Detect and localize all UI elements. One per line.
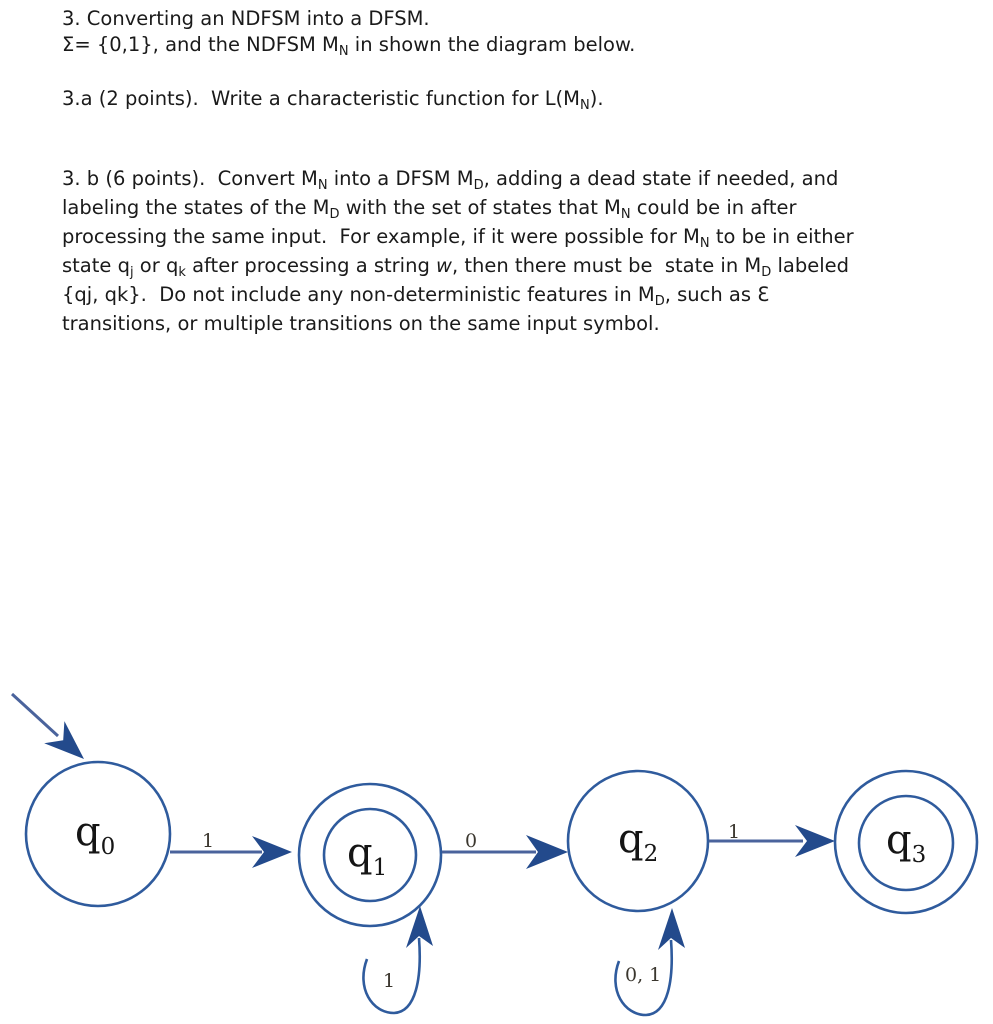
text-line: {qj, qk}. Do not include any non-deterministic features in $M_D$, such as Ɛ [62, 283, 770, 309]
text-line: labeling the states of the $M_D$ with the set of states that $M_N$ could be in after [62, 196, 797, 222]
start-arrow [12, 694, 84, 759]
transition-label-q2-q3: 1 [728, 821, 741, 843]
transition-label-q1-q2: 0 [465, 830, 478, 852]
transition-q2-q3 [709, 821, 835, 857]
self-loop-label-q1: 1 [383, 970, 396, 992]
start-arrowhead-icon [44, 721, 84, 759]
text-line: transitions, or multiple transitions on the same input symbol. [62, 312, 660, 335]
state-label-q1: $q_1$ [347, 830, 388, 881]
transition-q1-q2 [442, 830, 568, 869]
state-label-q2: $q_2$ [618, 816, 659, 867]
text-line: 3. b (6 points). Convert $M_N$ into a DFSM $M_D$, adding a dead state if needed, and [62, 167, 839, 193]
transition-q0-q1 [170, 830, 292, 868]
self-loop-label-q2: 0, 1 [625, 964, 662, 986]
text-line: state $q_j$ or $q_k$ after processing a string w, then there must be state in $M_D$ labeled [62, 254, 849, 280]
state-label-q3: $q_3$ [886, 817, 927, 868]
text-line: processing the same input. For example, if it were possible for $M_N$ to be in either [62, 225, 854, 251]
self-loop-q2 [615, 908, 685, 1015]
text-line: Σ= {0,1}, and the NDFSM $M_N$ in shown the diagram below. [62, 33, 636, 59]
text-line: 3. Converting an NDFSM into a DFSM. [62, 7, 430, 30]
state-label-q0: $q_0$ [75, 809, 116, 860]
transition-label-q0-q1: 1 [202, 830, 215, 852]
text-line: 3.a (2 points). Write a characteristic function for $L(M_N)$. [62, 87, 604, 113]
